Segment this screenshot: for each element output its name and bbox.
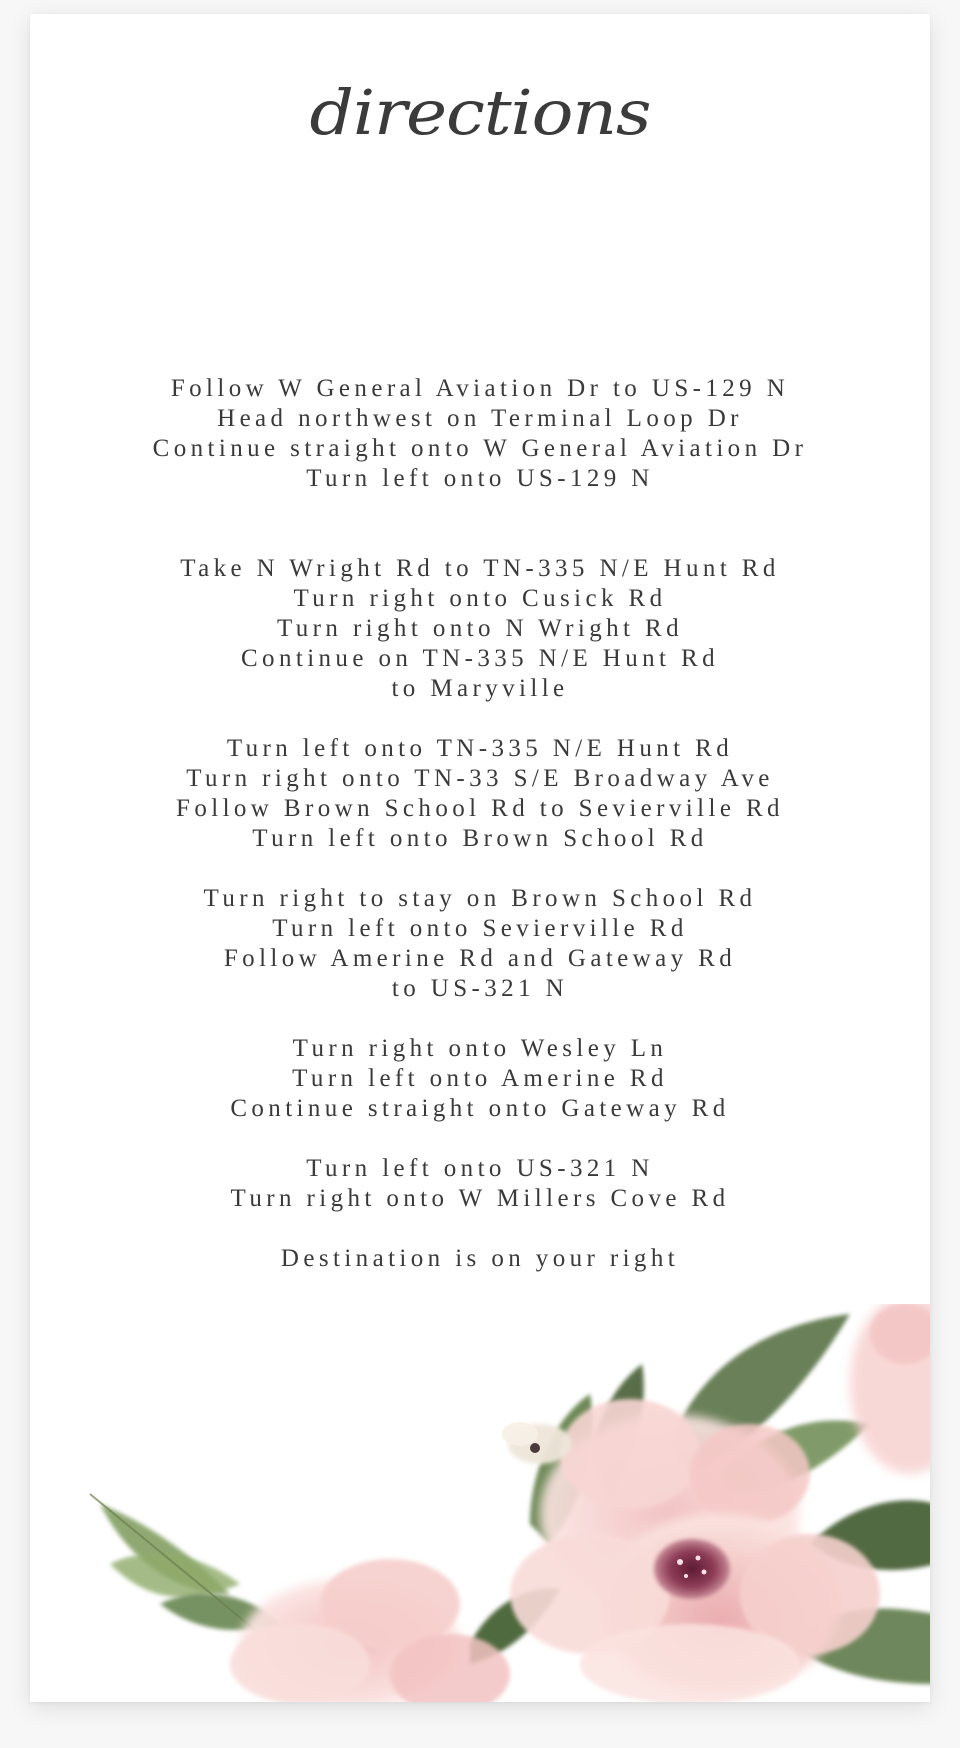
direction-line: Turn left onto Amerine Rd (292, 1065, 668, 1092)
direction-line: Take N Wright Rd to TN-335 N/E Hunt Rd (180, 555, 780, 582)
direction-group (30, 1244, 930, 1274)
direction-line: to Maryville (391, 675, 569, 702)
direction-line: Turn right onto TN-33 S/E Broadway Ave (186, 765, 774, 792)
direction-line: Follow Brown School Rd to Sevierville Rd (176, 795, 784, 822)
direction-line: to US-321 N (391, 975, 569, 1002)
card-title: directions (309, 76, 651, 149)
direction-line: Continue straight onto W General Aviation Dr (152, 435, 808, 462)
leaf-cluster-left (90, 1494, 280, 1634)
direction-line: Continue on TN-335 N/E Hunt Rd (240, 645, 720, 672)
directions-card (30, 14, 930, 1702)
direction-group (30, 374, 930, 494)
direction-line: Turn left onto Brown School Rd (252, 825, 708, 852)
direction-group (30, 1034, 930, 1124)
direction-group (30, 554, 930, 704)
direction-line: Turn right onto Cusick Rd (293, 585, 667, 612)
pink-flower-right-edge (850, 1304, 930, 1474)
direction-line: Turn right onto W Millers Cove Rd (230, 1185, 730, 1212)
direction-line: Turn left onto Sevierville Rd (272, 915, 688, 942)
direction-line: Turn right onto Wesley Ln (292, 1035, 668, 1062)
direction-line: Turn right to stay on Brown School Rd (203, 885, 757, 912)
direction-line: Follow Amerine Rd and Gateway Rd (223, 945, 737, 972)
direction-group (30, 884, 930, 1004)
direction-line: Turn right onto N Wright Rd (276, 615, 684, 642)
direction-line: Follow W General Aviation Dr to US-129 N (170, 375, 790, 402)
direction-group (30, 1154, 930, 1214)
flower-center (654, 1539, 730, 1599)
watercolor-floral-decoration (30, 1304, 930, 1702)
direction-line: Continue straight onto Gateway Rd (230, 1095, 730, 1122)
direction-line: Destination is on your right (280, 1245, 680, 1272)
direction-group (30, 734, 930, 854)
direction-line: Turn left onto US-321 N (306, 1155, 654, 1182)
direction-line: Turn left onto TN-335 N/E Hunt Rd (226, 735, 734, 762)
pink-flower-bottom-left (230, 1559, 510, 1702)
direction-line: Head northwest on Terminal Loop Dr (217, 405, 743, 432)
direction-line: Turn left onto US-129 N (306, 465, 654, 492)
directions-list (30, 374, 930, 1274)
